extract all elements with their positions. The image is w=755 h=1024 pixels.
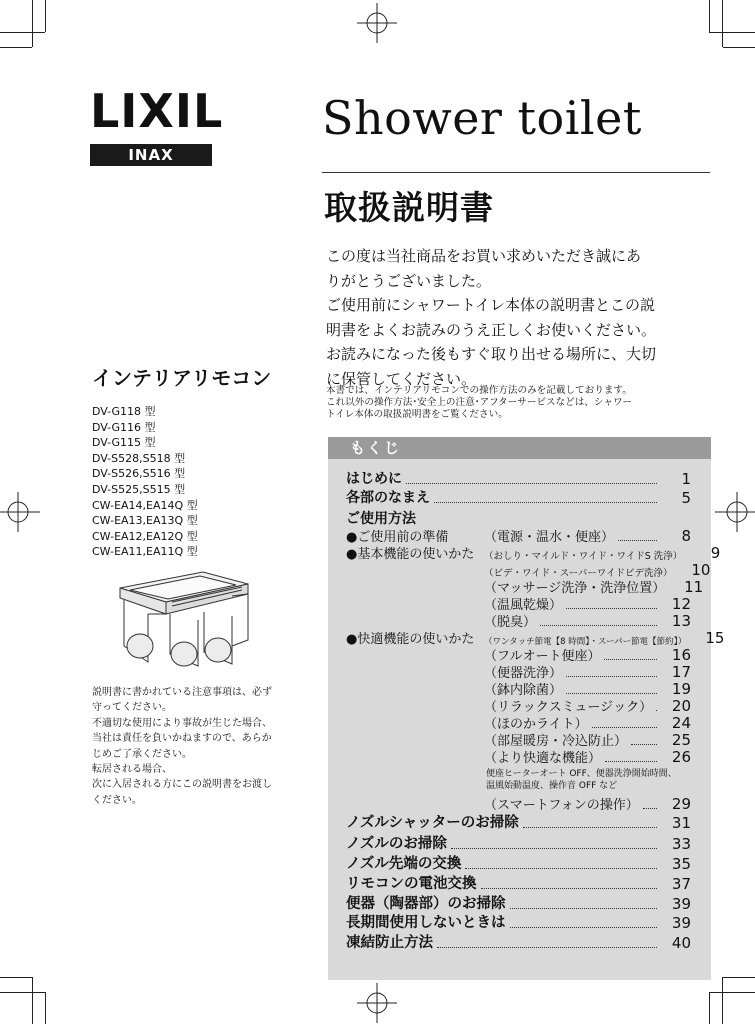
toc-entry-detail: （マッサージ洗浄・洗浄位置） [484, 581, 666, 596]
toc-entry-page: 15 [705, 629, 725, 647]
toc-entry-page: 40 [671, 934, 691, 952]
crop-mark [32, 0, 33, 47]
toc-entry-page: 39 [671, 914, 691, 932]
intro-note [326, 385, 671, 422]
crop-mark [723, 977, 755, 978]
intro-line: に保管してください。 [326, 369, 477, 388]
toc-entry-label: 便器（陶器部）のお掃除 [346, 896, 506, 912]
note-line: トイレ本体の取扱説明書をご覧ください。 [326, 409, 508, 421]
toc-entry-page: 37 [671, 875, 691, 893]
toc-entry-detail: （電源・温水・便座） [484, 530, 615, 545]
toc-entry-page: 10 [691, 561, 711, 579]
toc-entry-page: 1 [681, 470, 691, 488]
model-item: CW-EA12,EA12Q 型 [92, 529, 198, 543]
lixil-logo: LIXIL [90, 84, 224, 138]
intro-line: この度は当社商品をお買い求めいただき誠にあ [326, 247, 642, 265]
toc-entry-page: 20 [671, 697, 691, 715]
toc-entry[interactable] [346, 935, 691, 952]
toc-entry[interactable] [346, 836, 691, 853]
crop-mark [0, 977, 32, 978]
toc-entry-page: 9 [710, 544, 721, 562]
toc-entry-page: 5 [681, 489, 691, 507]
toc-entry-page: 12 [671, 595, 691, 613]
crop-mark [45, 992, 46, 1024]
crop-mark [709, 0, 710, 32]
intro-line: ご使用前にシャワートイレ本体の説明書とこの説 [326, 296, 655, 314]
toc-entry-detail: （部屋暖房・冷込防止） [484, 734, 628, 749]
toc-extra-note-line: 便座ヒーターオート OFF、便器洗浄開始時間、 [486, 769, 677, 779]
crop-mark [722, 977, 723, 1024]
product-name: インテリアリモコン [92, 366, 272, 390]
crop-mark [45, 0, 46, 32]
toc-entry-page: 16 [671, 646, 691, 664]
model-item: DV-S528,S518 型 [92, 451, 186, 465]
toc-entry-page: 11 [684, 578, 704, 596]
toc-entry-detail: （ビデ・ワイド・スーパーワイドビデ洗浄） [484, 568, 673, 579]
toc-entry-page: 26 [671, 748, 691, 766]
warning-line: ください。 [92, 794, 142, 806]
toc-extra-note [486, 768, 677, 792]
toc-entry-detail: （スマートフォンの操作） [484, 798, 639, 813]
toc-entry-detail: （おしり・マイルド・ワイド・ワイドS 洗浄） [484, 551, 683, 562]
toc-entry-page: 35 [671, 855, 691, 873]
model-item: DV-G116 型 [92, 420, 156, 434]
model-item: CW-EA13,EA13Q 型 [92, 514, 198, 528]
toc-entry-detail: （ワンタッチ節電【8 時間】・スーパー節電【節約】） [484, 637, 687, 647]
crop-mark [0, 32, 45, 33]
toc-entry-label: リモコンの電池交換 [346, 876, 477, 892]
model-item: DV-G115 型 [92, 436, 156, 450]
toc-entry-page: 31 [671, 814, 691, 832]
toc-entry[interactable] [346, 856, 691, 873]
warning-line: じめご了承ください。 [92, 748, 192, 760]
crop-mark [0, 992, 45, 993]
registration-mark [715, 492, 755, 532]
toc-entry-page: 33 [671, 835, 691, 853]
warning-text [92, 685, 304, 808]
warning-line: 転居される場合、 [92, 764, 172, 776]
toc-section-label: ご使用方法 [346, 511, 416, 527]
toc-entry-label: ノズルのお掃除 [346, 836, 447, 852]
toc-heading [328, 437, 711, 459]
inax-logo: INAX [90, 144, 212, 166]
warning-line: 守ってください。 [92, 702, 172, 714]
toc-entry-detail: （便器洗浄） [484, 666, 563, 681]
toc-entry-page: 13 [671, 612, 691, 630]
header-rule [322, 172, 710, 173]
crop-mark [0, 47, 32, 48]
toc-entry[interactable] [346, 815, 691, 832]
intro-line: りがとうございました。 [326, 271, 492, 290]
shower-toilet-wordmark: Shower toilet [322, 91, 642, 145]
toc-entry-page: 19 [671, 680, 691, 698]
warning-line: 当社は責任を負いかねますので、あらか [92, 733, 272, 745]
remote-control-illustration [108, 566, 258, 676]
note-line: 本書では、インテリアリモコンでの操作方法のみを記載しております。 [326, 385, 632, 396]
warning-line: 不適切な使用により事故が生じた場合、 [92, 717, 272, 729]
registration-mark [0, 492, 40, 532]
intro-line: 明書をよくお読みのうえ正しくお使いください。 [326, 320, 657, 339]
toc-entry-page: 24 [671, 714, 691, 732]
toc-entry[interactable] [346, 544, 721, 562]
toc-entry-label: 凍結防止方法 [346, 935, 433, 951]
toc-entry-label: はじめに [346, 471, 402, 487]
crop-mark [709, 992, 710, 1024]
toc-entry-label: ●基本機能の使いかた [346, 547, 475, 562]
toc-entry-detail: （温風乾燥） [484, 598, 563, 613]
toc-entry-label: ●快適機能の使いかた [346, 632, 475, 647]
toc-entry-detail: （フルオート便座） [484, 649, 601, 664]
toc-entry-label: ノズル先端の交換 [346, 856, 462, 872]
registration-mark [357, 983, 397, 1023]
toc-entry-label: ●ご使用前の準備 [346, 530, 449, 545]
toc-entry-page: 8 [681, 527, 691, 545]
toc-entry-page: 25 [671, 731, 691, 749]
toc-entry[interactable] [346, 915, 691, 932]
warning-line: 説明書に書かれている注意事項は、必ず [92, 687, 272, 698]
registration-mark [357, 3, 397, 43]
toc-entry-label: 各部のなまえ [346, 490, 430, 506]
model-item: CW-EA14,EA14Q 型 [92, 498, 198, 512]
toc-entry-page: 17 [671, 663, 691, 681]
intro-text [326, 244, 671, 391]
toc-entry-detail: （鉢内除菌） [484, 683, 563, 698]
toc-extra-note-line: 温風始動温度、操作音 OFF など [486, 781, 618, 791]
toc-entry-detail: （より快適な機能） [484, 751, 602, 766]
toc-entry[interactable] [346, 876, 691, 893]
document-title: 取扱説明書 [324, 188, 494, 227]
model-item: DV-S525,S515 型 [92, 482, 186, 496]
crop-mark [722, 0, 723, 47]
toc-entry-detail: （脱臭） [484, 615, 537, 630]
crop-mark [32, 977, 33, 1024]
note-line: これ以外の操作方法･安全上の注意･アフターサービスなどは、シャワー [326, 397, 633, 409]
intro-line: お読みになった後もすぐ取り出せる場所に、大切 [326, 345, 657, 363]
model-item: CW-EA11,EA11Q 型 [92, 545, 198, 559]
toc-entry[interactable] [346, 490, 691, 507]
toc-entry-label: ノズルシャッターのお掃除 [346, 815, 519, 831]
toc-entry-detail: （リラックスミュージック） [484, 700, 653, 715]
model-list [92, 404, 198, 560]
crop-mark [723, 47, 755, 48]
toc-entry-label: 長期間使用しないときは [346, 915, 506, 931]
crop-mark [709, 32, 755, 33]
warning-line: 次に入居される方にこの説明書をお渡し [92, 779, 272, 791]
toc-entry-page: 39 [671, 895, 691, 913]
model-item: DV-S526,S516 型 [92, 467, 186, 481]
toc-heading-label: もくじ [350, 439, 402, 457]
toc-entry-page: 29 [671, 795, 691, 813]
toc-entry-detail: （ほのかライト） [484, 717, 588, 732]
toc-entry[interactable] [346, 749, 691, 766]
crop-mark [709, 992, 755, 993]
model-item: DV-G118 型 [92, 405, 156, 418]
toc-entry[interactable] [346, 471, 691, 488]
